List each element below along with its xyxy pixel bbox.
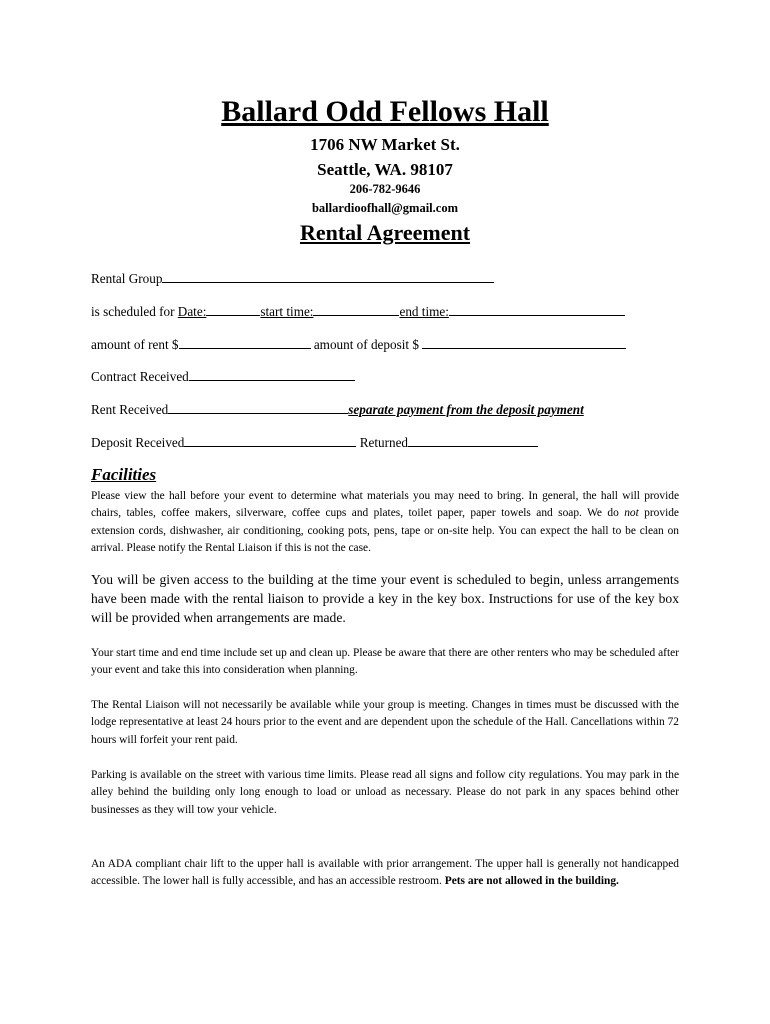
contract-received-label: Contract Received [91,369,189,384]
rental-group-label: Rental Group [91,271,163,286]
rental-group-field[interactable] [162,270,494,283]
address-line-2: Seattle, WA. 98107 [317,160,453,179]
deposit-received-row [91,434,538,451]
rent-received-label: Rent Received [91,402,169,417]
paragraph-1-emphasis: not [624,507,639,520]
deposit-amount-label: amount of deposit $ [313,337,423,352]
facilities-paragraph-5: Parking is available on the street with various time limits. Please read all signs and follow city regulations. You may park in the alley behind the building only long enough to load or unload as necessary. Please do not park in any spaces behind other businesses as they will tow your vehicle. [91,769,679,816]
document-subtitle: Rental Agreement [299,220,471,245]
rent-amount-field[interactable] [179,336,311,349]
facilities-paragraph-1 [91,488,679,557]
rent-received-field[interactable] [168,401,348,414]
rent-received-row [91,401,584,418]
deposit-received-field[interactable] [184,434,356,447]
facilities-paragraph-2: You will be given access to the building at the time your event is scheduled to begin, unless arrangements have been made with the rental liaison to provide a key in the key box. Instructions for use of the key box will be provided when arrangements are made. [91,572,679,625]
end-time-label: end time: [399,304,449,319]
contract-received-field[interactable] [189,368,355,381]
phone-number: 206-782-9646 [349,182,421,196]
paragraph-1-text-b: provide extension cords, dishwasher, air conditioning, cooking pots, pens, tape or on-site help. You can expect the hall to be clean on arrival. Please notify the Rental Liaison if this is not the case. [91,507,679,554]
schedule-row [91,303,625,320]
rent-amount-label: amount of rent $ [91,337,179,352]
pets-notice: Pets are not allowed in the building. [444,875,619,888]
start-time-label: start time: [260,304,314,319]
deposit-amount-field[interactable] [422,336,626,349]
rental-group-row [91,270,494,287]
date-field[interactable] [206,303,260,316]
facilities-paragraph-6 [91,856,679,891]
facilities-heading: Facilities [91,465,157,484]
deposit-received-label: Deposit Received [91,435,185,450]
scheduled-label: is scheduled for [91,304,178,319]
start-time-field[interactable] [313,303,399,316]
facilities-paragraph-4: The Rental Liaison will not necessarily be available while your group is meeting. Changes in times must be discussed with the lodge representative at least 24 hours prior to the event and are dependent upon the schedule of the Hall. Cancellations within 72 hours will forfeit your rent paid. [91,699,679,746]
returned-field[interactable] [408,434,538,447]
separate-payment-note: separate payment from the deposit payment [348,402,584,417]
amount-row [91,336,626,353]
page-title: Ballard Odd Fellows Hall [221,95,549,128]
paragraph-6-text: An ADA compliant chair lift to the upper hall is available with prior arrangement. The upper hall is generally not handicapped accessible. The lower hall is fully accessible, and has an accessible restroom. [91,858,679,888]
paragraph-1-text-a: Please view the hall before your event to determine what materials you may need to bring. In general, the hall will provide chairs, tables, coffee makers, silverware, coffee cups and plates, toilet paper, paper towels and soap. We do [91,490,679,520]
facilities-paragraph-3: Your start time and end time include set up and clean up. Please be aware that there are other renters who may be scheduled after your event and take this into consideration when planning. [91,647,679,677]
returned-label: Returned [356,435,409,450]
email-address: ballardioofhall@gmail.com [311,201,458,215]
address-line-1: 1706 NW Market St. [310,135,460,154]
end-time-field[interactable] [449,303,625,316]
date-label: Date: [177,304,207,319]
contract-row [91,368,355,385]
